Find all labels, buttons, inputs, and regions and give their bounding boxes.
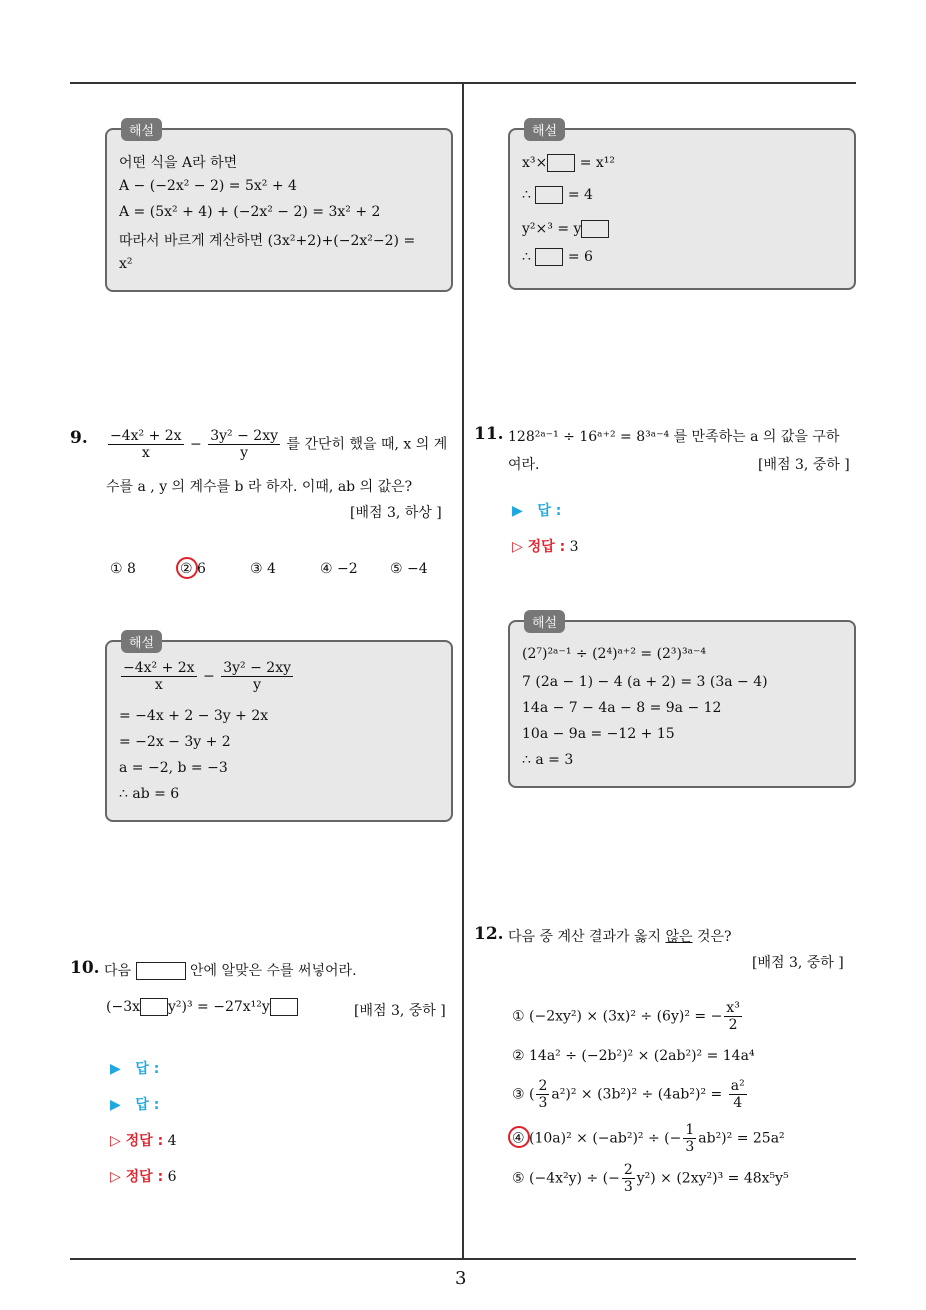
answer-blank (547, 154, 575, 172)
q9-sol-line-3: = −2x − 3y + 2 (119, 734, 231, 750)
q9-fraction-1: $\frac{\text{−4x² + 2x}}{x}$ (110, 428, 182, 461)
q11-score: [배점 3, 중하 ] (758, 457, 850, 473)
page-number: 3 (455, 1268, 467, 1289)
q9-sol-line-4: a = −2, b = −3 (119, 760, 228, 776)
q9-fraction-2: $\frac{\text{3y² − 2xy}}{y}$ (210, 428, 279, 461)
q10-equation: (−3x y²)³ = −27x¹²y (106, 998, 298, 1016)
answer-blank (136, 962, 186, 980)
q9-number: 9. (70, 428, 88, 448)
answer-blank (140, 998, 168, 1016)
solution-tag: 해설 (524, 118, 565, 141)
q10-answer-2-label: ▶ 답 : (110, 1097, 160, 1113)
q12-choice-5[interactable]: ⑤ (−4x²y) ÷ (− $\frac{2}{3}$ y²) × (2xy²)³ = 48x⁵y⁵ (512, 1162, 789, 1195)
q12-choice-1[interactable]: ① (−2xy²) × (3x)² ÷ (6y)² = − $\frac{\text{x³}}{2}$ (512, 1000, 740, 1033)
q12-number: 12. (474, 924, 504, 944)
q11-sol-line-4: 10a − 9a = −12 + 15 (522, 726, 675, 742)
q9-sol-line-2: = −4x + 2 − 3y + 2x (119, 708, 269, 724)
q11-line-2: 여라. (508, 457, 540, 473)
solution-tag: 해설 (524, 610, 565, 633)
answer-blank (535, 248, 563, 266)
q9-choice-3[interactable]: ③ 4 (250, 561, 276, 577)
q10-score: [배점 3, 중하 ] (354, 1003, 446, 1019)
solution-tag: 해설 (121, 630, 162, 653)
solution-tag: 해설 (121, 118, 162, 141)
q12-score: [배점 3, 중하 ] (752, 955, 844, 971)
q10-sol-line-3: y²×³ = y (522, 220, 609, 238)
q10-solution-box (508, 124, 856, 290)
q8-sol-line-2: A − (−2x² − 2) = 5x² + 4 (119, 178, 297, 194)
q10-line-1: 다음 안에 알맞은 수를 써넣어라. (104, 963, 357, 979)
answer-blank (270, 998, 298, 1016)
q9-sol-line-5: ∴ ab = 6 (119, 786, 180, 802)
q12-choice-3[interactable]: ③ ( $\frac{2}{3}$ a²)² × (3b²)² ÷ (4ab²)² = $\frac{\text{a²}}{4}$ (512, 1078, 745, 1111)
correct-answer-circle (176, 557, 198, 579)
q8-solution-box (105, 124, 453, 292)
q9-choice-2[interactable]: ② 6 (180, 561, 206, 577)
q11-sol-line-3: 14a − 7 − 4a − 8 = 9a − 12 (522, 700, 722, 716)
column-divider (462, 84, 464, 1260)
q11-answer-label: ▶ 답 : (512, 503, 562, 519)
q11-sol-line-1: (2⁷)²ᵃ⁻¹ ÷ (2⁴)ᵃ⁺² = (2³)³ᵃ⁻⁴ (522, 646, 707, 662)
correct-answer-circle (508, 1126, 530, 1148)
q11-correct: ▷ 정답 : 3 (512, 539, 579, 555)
q12-choice-4[interactable]: ④ (10a)² × (−ab²)² ÷ (− $\frac{1}{3}$ ab²)² = 25a² (512, 1122, 785, 1155)
q8-sol-line-3: A = (5x² + 4) + (−2x² − 2) = 3x² + 2 (119, 204, 381, 220)
answer-blank (535, 186, 563, 204)
q11-line-1: 128²ᵃ⁻¹ ÷ 16ᵃ⁺² = 8³ᵃ⁻⁴ 를 만족하는 a 의 값을 구하 (508, 429, 840, 445)
q10-answer-1-label: ▶ 답 : (110, 1061, 160, 1077)
q10-correct-2: ▷ 정답 : 6 (110, 1169, 177, 1185)
q11-sol-line-5: ∴ a = 3 (522, 752, 574, 768)
q8-sol-line-5: x² (119, 256, 133, 272)
q9-line-2: 수를 a , y 의 계수를 b 라 하자. 이때, ab 의 값은? (106, 479, 413, 495)
q12-line-1: 다음 중 계산 결과가 옳지 않은 것은? (508, 929, 732, 945)
q12-choice-2[interactable]: ② 14a² ÷ (−2b²)² × (2ab²)² = 14a⁴ (512, 1048, 755, 1064)
q10-sol-line-2: ∴ = 4 (522, 187, 593, 203)
q11-number: 11. (474, 424, 504, 444)
q9-score: [배점 3, 하상 ] (350, 505, 442, 521)
bottom-rule (70, 1258, 856, 1260)
q11-sol-line-2: 7 (2a − 1) − 4 (a + 2) = 3 (3a − 4) (522, 674, 768, 690)
q9-choice-1[interactable]: ① 8 (110, 561, 136, 577)
answer-blank (581, 220, 609, 238)
q9-solution-box (105, 636, 453, 822)
q9-choice-4[interactable]: ④ −2 (320, 561, 358, 577)
q10-correct-1: ▷ 정답 : 4 (110, 1133, 177, 1149)
q9-choice-5[interactable]: ⑤ −4 (390, 561, 428, 577)
q10-sol-line-1: x³× = x¹² (522, 155, 616, 171)
q9-sol-line-1: $\frac{\text{−4x² + 2x}}{x}$ − $\frac{\text{3y² − 2xy}}{y}$ (123, 660, 292, 693)
q8-sol-line-4: 따라서 바르게 계산하면 (3x²+2)+(−2x²−2) = (119, 233, 416, 249)
q10-sol-line-4: ∴ = 6 (522, 249, 593, 265)
q9-line-1: $\frac{\text{−4x² + 2x}}{x}$ − $\frac{\text{3y² − 2xy}}{y}$ 를 간단히 했을 때, x 의 계 (110, 428, 448, 461)
q11-solution-box (508, 616, 856, 788)
q10-number: 10. (70, 958, 100, 978)
q8-sol-line-1: 어떤 식을 A라 하면 (119, 155, 238, 171)
